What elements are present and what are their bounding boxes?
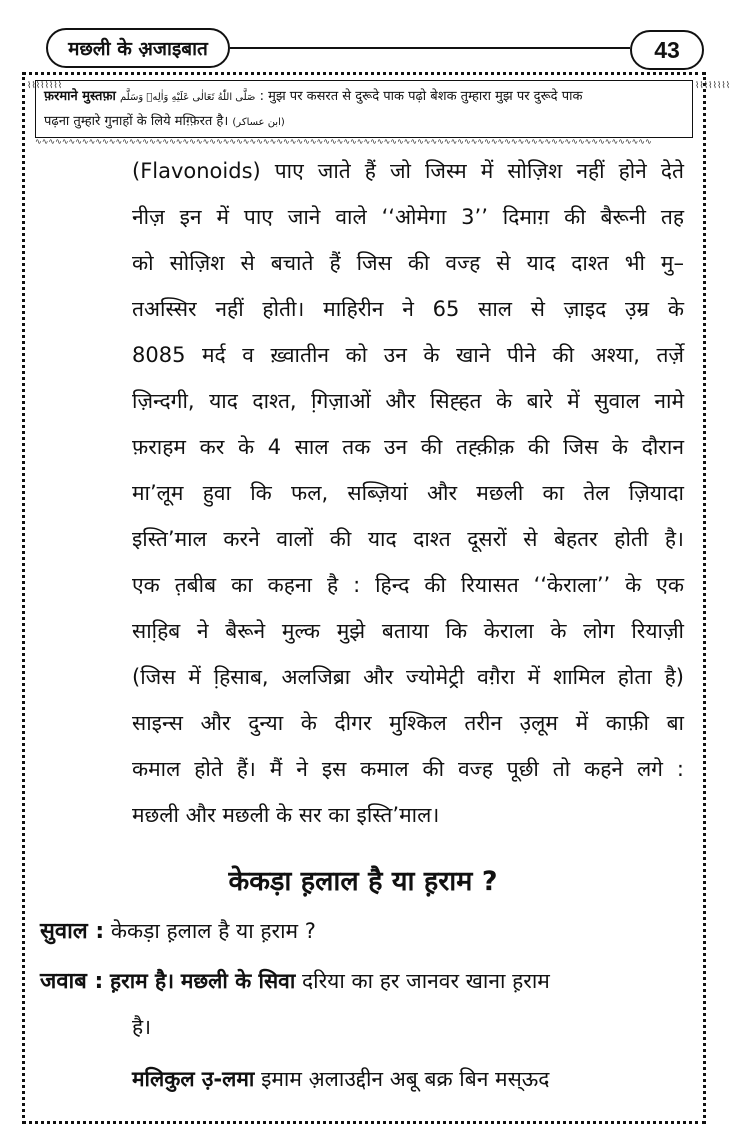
body-line: साइन्स और दुन्या के दीगर मुश्किल तरीन उ़लूम में काफ़ी बा [132, 711, 684, 735]
book-title: मछली के अ़जाइबात [68, 38, 208, 60]
book-title-badge [46, 28, 230, 68]
question-text: केकड़ा ह़लाल है या ह़राम ? [110, 919, 316, 943]
answer-bold-1: ह़राम है। [109, 969, 175, 993]
answer-bold-2: मछली के सिवा [180, 969, 296, 993]
page-number-badge [630, 30, 704, 70]
body-line: फ़राहम कर के 4 साल तक उन की तह्क़ीक़ की जिस के दौरान [132, 435, 684, 459]
question-row [40, 908, 686, 955]
body-line: मा’लूम हुवा कि फल, सब्ज़ियां और मछली का तेल ज़ियादा [132, 481, 684, 505]
body-line: एक त़बीब का कहना है : हिन्द की रियासत ‘‘केराला’’ के एक [132, 573, 684, 597]
body-line: (जिस में हि़साब, अलजिब्रा और ज्योमेट्री वग़ैरा में शामिल होता है) [132, 665, 684, 689]
hadith-box [27, 80, 730, 138]
box-bottom-border: ∿∿∿∿∿∿∿∿∿∿∿∿∿∿∿∿∿∿∿∿∿∿∿∿∿∿∿∿∿∿∿∿∿∿∿∿∿∿∿∿∿∿∿∿∿∿∿∿∿∿∿∿∿∿∿∿∿∿∿∿∿∿∿∿∿∿∿∿∿∿∿∿∿∿∿∿∿∿∿∿∿∿∿∿∿∿∿∿∿∿∿∿ [35, 137, 652, 146]
body-line: इस्ति’माल करने वालों की याद दाश्त दूसरों से बेहतर होती है। [132, 527, 684, 551]
hadith-source: (ابن عساکر) [232, 117, 285, 128]
page-number: 43 [654, 36, 680, 63]
body-line: मछली और मछली के सर का इस्ति’माल। [132, 803, 440, 827]
hadith-line-2 [44, 110, 684, 135]
body-line: 8085 मर्द व ख़्वातीन को उन के खाने पीने की अश्या, तर्ज़े [132, 343, 684, 367]
answer-cont-text: है। [132, 1015, 152, 1039]
body-paragraph [132, 148, 684, 838]
body-line: (Flavonoids) पाए जाते हैं जो जिस्म में सोज़िश नहीं होने देते [132, 159, 684, 183]
box-left-border: ⌇⌇⌇⌇⌇⌇⌇⌇ [27, 81, 63, 91]
section-heading: केकड़ा ह़लाल है या ह़राम ? [228, 866, 498, 897]
body-line: को सोज़िश से बचाते हैं जिस की वज्ह से याद दाश्त भी मु– [132, 251, 684, 275]
body-line: नीज़ इन में पाए जाने वाले ‘‘ओमेगा 3’’ दिमाग़ की बैरूनी तह [132, 205, 684, 229]
hadith-text-2: पढ़ना तुम्हारे गुनाहों के लिये मग़्फ़िरत है। [44, 114, 229, 129]
hadith-text-1: : मुझ पर कसरत से दुरूदे पाक पढ़ो बेशक तुम्हारा मुझ पर दुरूदे पाक [259, 89, 583, 104]
hadith-label: फ़रमाने मुस्तफ़ा [44, 89, 116, 104]
question-label: सुवाल : [40, 919, 105, 944]
answer-text: दरिया का हर जानवर खाना ह़राम [301, 969, 550, 993]
salawat-text: صَلَّى اللّٰهُ تَعَالٰى عَلَيْهِ وَاٰلِهٖ وَسَلَّم [120, 92, 256, 103]
answer-continuation [132, 1004, 684, 1050]
header-rule [230, 47, 630, 49]
answer-row [40, 958, 686, 1005]
closing-text: इमाम अ़लाउद्दीन अबू बक्र बिन मस्ऊद [261, 1067, 550, 1091]
body-line: तअस्सिर नहीं होती। माहिरीन ने 65 साल से ज़ाइद उ़म्र के [132, 297, 684, 321]
body-line: कमाल होते हैं। मैं ने इस कमाल की वज्ह पूछी तो कहने लगे : [132, 757, 684, 781]
body-line: ज़िन्दगी, याद दाश्त, गि़ज़ाओं और सिह्हत के बारे में सुवाल नामे [132, 389, 684, 413]
closing-line [132, 1056, 684, 1102]
hadith-line-1 [44, 85, 684, 110]
closing-bold: मलिकुल उ़-लमा [132, 1067, 255, 1091]
body-line: साहि़ब ने बैरूने मुल्क मुझे बताया कि केराला के लोग रियाज़ी [132, 619, 684, 643]
box-right-border: ⌇⌇⌇⌇⌇⌇⌇⌇ [695, 81, 730, 91]
answer-label: जवाब : [40, 969, 104, 994]
